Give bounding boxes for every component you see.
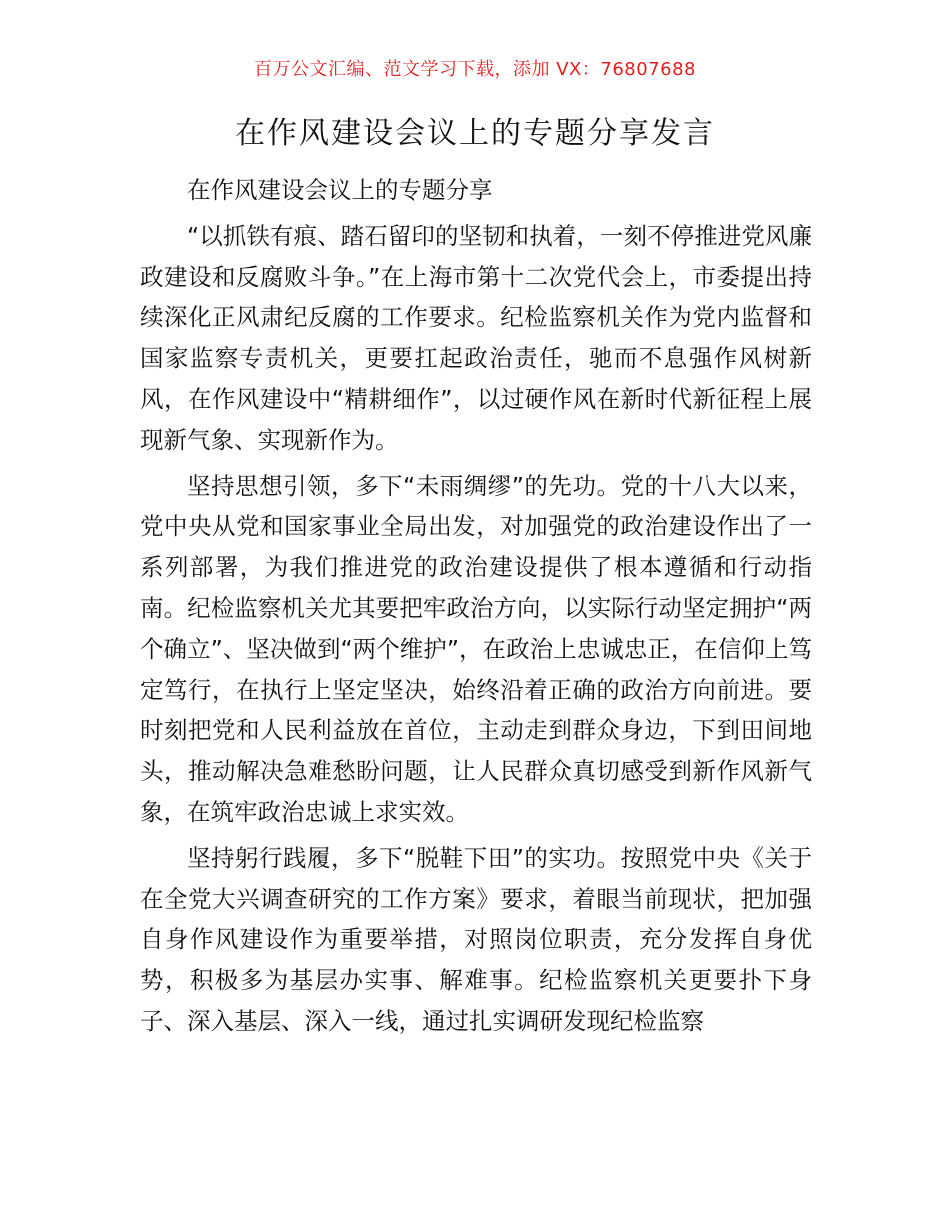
document-body: [140, 170, 812, 1042]
document-title: 在作风建设会议上的专题分享发言: [235, 116, 715, 151]
paragraph-3: 坚持躬行践履，多下“脱鞋下田”的实功。按照党中央《关于在全党大兴调查研究的工作方案》要求，着眼当前现状，把加强自身作风建设作为重要举措，对照岗位职责，充分发挥自身优势，积极多为基层办实事、解难事。纪检监察机关更要扑下身子、深入基层、深入一线，通过扎实调研发现纪检监察: [140, 843, 812, 1035]
paragraph-1: “以抓铁有痕、踏石留印的坚韧和执着，一刻不停推进党风廉政建设和反腐败斗争。”在上海市第十二次党代会上，市委提出持续深化正风肃纪反腐的工作要求。纪检监察机关作为党内监督和国家监察专责机关，更要扛起政治责任，驰而不息强作风树新风，在作风建设中“精耕细作”，以过硬作风在新时代新征程上展现新气象、实现新作为。: [140, 221, 812, 454]
promo-banner: 百万公文汇编、范文学习下载，添加 VX：76807688: [254, 59, 696, 80]
document-subtitle: 在作风建设会议上的专题分享: [187, 176, 493, 204]
paragraph-2: 坚持思想引领，多下“未雨绸缪”的先功。党的十八大以来，党中央从党和国家事业全局出发，对加强党的政治建设作出了一系列部署，为我们推进党的政治建设提供了根本遵循和行动指南。纪检监察机关尤其要把牢政治方向，以实际行动坚定拥护“两个确立”、坚决做到“两个维护”，在政治上忠诚忠正，在信仰上笃定笃行，在执行上坚定坚决，始终沿着正确的政治方向前进。要时刻把党和人民利益放在首位，主动走到群众身边，下到田间地头，推动解决急难愁盼问题，让人民群众真切感受到新作风新气象，在筑牢政治忠诚上求实效。: [140, 471, 812, 826]
